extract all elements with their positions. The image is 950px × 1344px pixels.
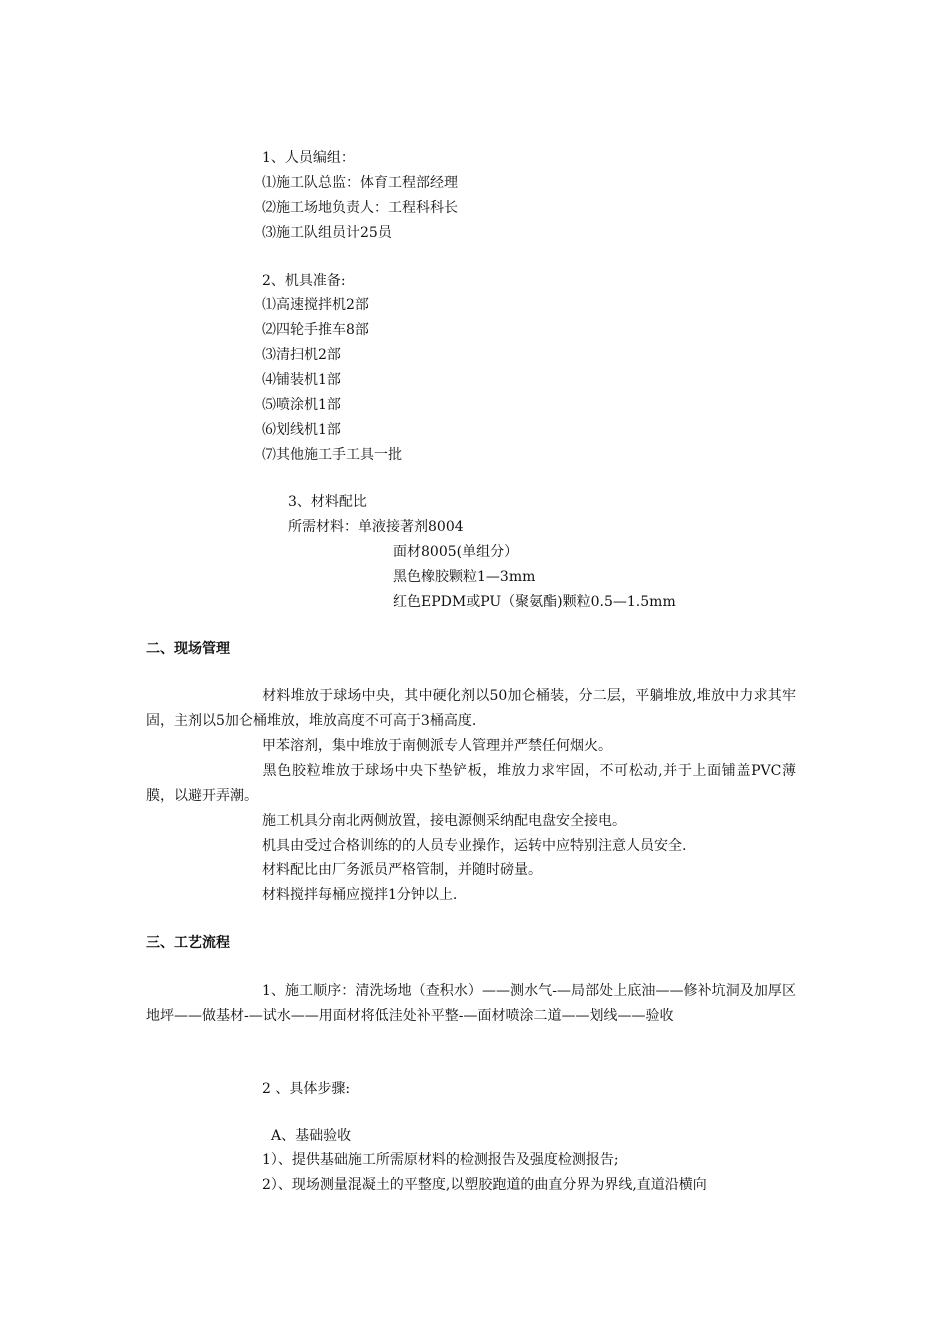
equipment-item-5: ⑸喷涂机1部 (262, 397, 341, 413)
step-1: 1）、提供基础施工所需原材料的检测报告及强度检测报告; (262, 1152, 619, 1168)
section-2-paragraph-2 (146, 734, 796, 759)
section-2-paragraph-2-text: 甲苯溶剂，集中堆放于南侧派专人管理并严禁任何烟火。 (262, 738, 612, 754)
section-2-paragraph-7-text: 材料搅拌每桶应搅拌1分钟以上. (262, 887, 458, 903)
section-2-paragraph-6-text: 材料配比由厂务派员严格管制，并随时磅量。 (262, 862, 542, 878)
personnel-item-1: ⑴施工队总监：体育工程部经理 (262, 175, 458, 191)
section-2-paragraph-4 (146, 809, 796, 834)
personnel-item-2: ⑵施工场地负责人：工程科科长 (262, 200, 458, 216)
section-2-paragraph-1-text: 材料堆放于球场中央，其中硬化剂以50加仑桶装，分二层，平躺堆放,堆放中力求其牢固，主剂以5加仑桶堆放，堆放高度不可高于3桶高度. (146, 688, 796, 729)
personnel-item-3: ⑶施工队组员计25员 (262, 225, 392, 241)
section-2-paragraph-3-text: 黑色胶粒堆放于球场中央下垫铲板，堆放力求牢固，不可松动,并于上面铺盖PVC薄膜，以避开弄潮。 (146, 763, 796, 804)
construction-order-text: 1、施工顺序：清洗场地（查积水）——测水气-—局部处上底油——修补坑洞及加厚区地坪——做基材-—试水——用面材将低洼处补平整-—面材喷涂二道——划线——验收 (146, 983, 796, 1024)
equipment-item-2: ⑵四轮手推车8部 (262, 322, 369, 338)
section-2-paragraph-5-text: 机具由受过合格训练的的人员专业操作，运转中应特别注意人员安全. (262, 838, 687, 854)
section-2-paragraph-1 (146, 684, 796, 734)
equipment-item-7: ⑺其他施工手工具一批 (262, 447, 402, 463)
section-2-paragraph-5 (146, 834, 796, 859)
equipment-item-4: ⑷铺装机1部 (262, 372, 341, 388)
section-3-title: 三、工艺流程 (146, 935, 230, 951)
section-2-paragraph-7 (146, 883, 796, 908)
materials-item-2: 黑色橡胶颗粒1—3mm (393, 569, 536, 585)
materials-label: 所需材料：单液接著剂8004 (288, 519, 464, 535)
section-2-paragraph-4-text: 施工机具分南北两侧放置，接电源侧采纳配电盘安全接电。 (262, 813, 626, 829)
section-2-paragraph-6 (146, 858, 796, 883)
materials-item-1: 面材8005(单组分） (393, 544, 519, 560)
equipment-item-6: ⑹划线机1部 (262, 422, 341, 438)
equipment-heading: 2、机具准备: (262, 273, 346, 289)
sub-heading-a: A、基础验收 (271, 1128, 352, 1144)
equipment-item-1: ⑴高速搅拌机2部 (262, 297, 369, 313)
step-2: 2）、现场测量混凝土的平整度,以塑胶跑道的曲直分界为界线,直道沿横向 (262, 1177, 707, 1193)
equipment-item-3: ⑶清扫机2部 (262, 347, 341, 363)
materials-item-3: 红色EPDM或PU（聚氨酯)颗粒0.5—1.5mm (393, 594, 676, 610)
section-2-title: 二、现场管理 (146, 641, 230, 657)
materials-heading: 3、材料配比 (288, 494, 367, 510)
personnel-heading: 1、人员编组： (262, 150, 355, 166)
construction-order-paragraph (146, 979, 796, 1029)
steps-heading: 2 、具体步骤: (262, 1081, 351, 1097)
section-2-paragraph-3 (146, 759, 796, 809)
